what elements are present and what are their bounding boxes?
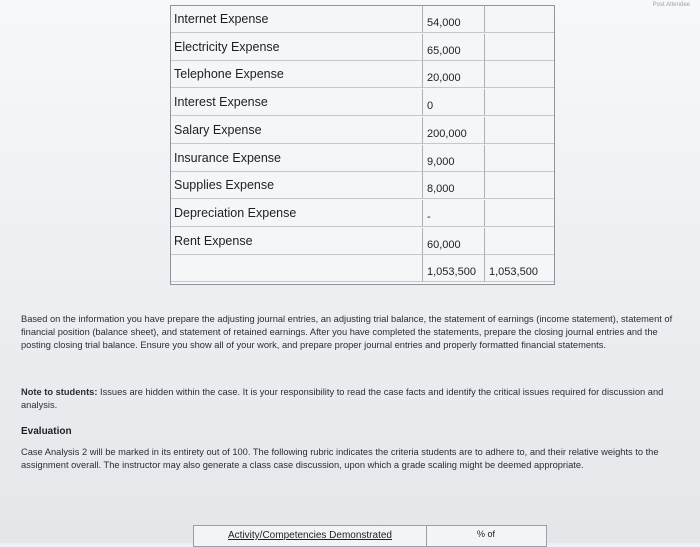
account-name-cell: Telephone Expense xyxy=(171,61,423,88)
account-name-cell: Interest Expense xyxy=(171,89,423,116)
account-name-cell: Internet Expense xyxy=(171,6,423,33)
debit-cell xyxy=(423,6,485,33)
debit-value: 60,000 xyxy=(427,238,461,251)
table-row xyxy=(171,117,554,144)
account-name-cell: Rent Expense xyxy=(171,228,423,255)
trial-balance-table xyxy=(170,5,555,285)
credit-cell xyxy=(485,117,554,144)
evaluation-paragraph: Case Analysis 2 will be marked in its entirety out of 100. The following rubric indicates the criteria students are to adhere to, and their relative weights to the assignment overall. The instructor may also generate a class case discussion, upon which a grade scaling might be deemed appropriate. xyxy=(21,447,659,470)
note-label: Note to students: xyxy=(21,387,98,397)
debit-cell xyxy=(423,89,485,116)
credit-cell xyxy=(485,255,554,282)
table-row xyxy=(171,145,554,172)
table-row xyxy=(171,89,554,116)
note-paragraph xyxy=(21,386,681,412)
evaluation-heading: Evaluation xyxy=(21,426,72,437)
rubric-header-activity: Activity/Competencies Demonstrated xyxy=(194,526,427,546)
account-name-cell: Supplies Expense xyxy=(171,172,423,199)
debit-value: 1,053,500 xyxy=(427,266,476,279)
credit-cell xyxy=(485,6,554,33)
table-row xyxy=(171,6,554,33)
instructions-paragraph: Based on the information you have prepare the adjusting journal entries, an adjusting trial balance, the statement of earnings (income statement), statement of financial position (balance sheet), and statement of retained earnings. After you have completed the statements, prepare the closing journal entries and the posting closing trial balance. Ensure you show all of your work, and prepare proper journal entries and properly formatted financial statements. xyxy=(21,314,673,350)
account-name-cell: Electricity Expense xyxy=(171,34,423,61)
debit-cell xyxy=(423,200,485,227)
debit-cell xyxy=(423,117,485,144)
debit-cell xyxy=(423,172,485,199)
table-row xyxy=(171,61,554,88)
debit-cell xyxy=(423,61,485,88)
credit-cell xyxy=(485,34,554,61)
corner-label: Post Attendee xyxy=(652,2,690,8)
table-row xyxy=(171,172,554,199)
debit-value: 0 xyxy=(427,100,434,113)
debit-value: 65,000 xyxy=(427,44,461,57)
account-name-cell xyxy=(171,255,423,282)
table-row xyxy=(171,228,554,255)
credit-value: 1,053,500 xyxy=(489,266,538,279)
credit-cell xyxy=(485,61,554,88)
debit-value: 8,000 xyxy=(427,183,455,196)
table-row xyxy=(171,200,554,227)
rubric-header-percent: % of xyxy=(476,529,495,539)
debit-cell xyxy=(423,255,485,282)
debit-cell xyxy=(423,228,485,255)
credit-cell xyxy=(485,145,554,172)
debit-cell xyxy=(423,145,485,172)
credit-cell xyxy=(485,200,554,227)
debit-value: 54,000 xyxy=(427,17,461,29)
account-name-cell: Salary Expense xyxy=(171,117,423,144)
credit-cell xyxy=(485,89,554,116)
debit-cell xyxy=(423,34,485,61)
rubric-table xyxy=(193,525,547,547)
credit-cell xyxy=(485,228,554,255)
debit-value: - xyxy=(427,210,431,223)
table-row xyxy=(171,34,554,61)
account-name-cell: Insurance Expense xyxy=(171,145,423,172)
table-row xyxy=(171,255,554,282)
debit-value: 9,000 xyxy=(427,155,455,168)
account-name-cell: Depreciation Expense xyxy=(171,200,423,227)
debit-value: 200,000 xyxy=(427,127,467,140)
credit-cell xyxy=(485,172,554,199)
debit-value: 20,000 xyxy=(427,72,461,85)
note-text: Issues are hidden within the case. It is your responsibility to read the case facts and identify the critical issues required for discussion and analysis. xyxy=(21,387,664,410)
